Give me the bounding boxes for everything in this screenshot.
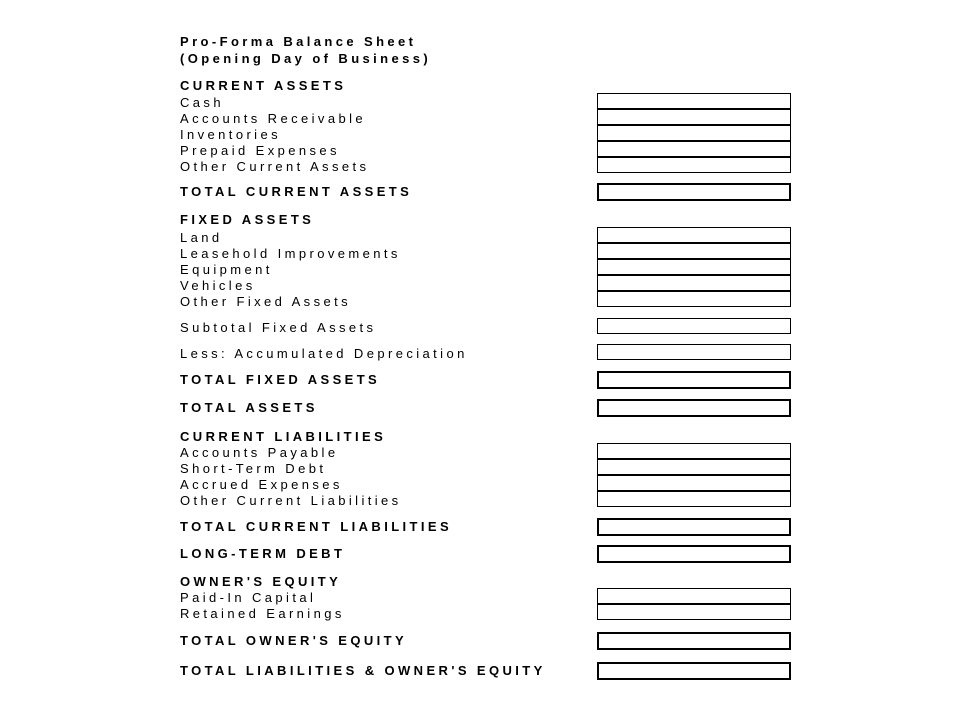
total-assets-box[interactable] <box>597 399 791 417</box>
subtotal-fixed-assets-input-box[interactable] <box>597 318 791 334</box>
accounts-receivable-label: Accounts Receivable <box>180 111 366 126</box>
equipment-input-box[interactable] <box>597 259 791 275</box>
accounts-receivable-input-box[interactable] <box>597 109 791 125</box>
total-current-assets-box[interactable] <box>597 183 791 201</box>
subtotal-fixed-assets-label: Subtotal Fixed Assets <box>180 320 377 335</box>
accumulated-depreciation-input-box[interactable] <box>597 344 791 360</box>
other-current-assets-label: Other Current Assets <box>180 159 370 174</box>
retained-earnings-label: Retained Earnings <box>180 606 345 621</box>
total-fixed-assets-label: TOTAL FIXED ASSETS <box>180 372 381 387</box>
total-owners-equity-label: TOTAL OWNER'S EQUITY <box>180 633 408 648</box>
land-label: Land <box>180 230 223 245</box>
leasehold-improvements-label: Leasehold Improvements <box>180 246 401 261</box>
total-current-liabilities-label: TOTAL CURRENT LIABILITIES <box>180 519 453 534</box>
total-fixed-assets-box[interactable] <box>597 371 791 389</box>
prepaid-expenses-input-box[interactable] <box>597 141 791 157</box>
inventories-label: Inventories <box>180 127 281 142</box>
vehicles-label: Vehicles <box>180 278 256 293</box>
other-current-liabilities-input-box[interactable] <box>597 491 791 507</box>
accounts-payable-label: Accounts Payable <box>180 445 339 460</box>
paid-in-capital-label: Paid-In Capital <box>180 590 317 605</box>
total-current-liabilities-box[interactable] <box>597 518 791 536</box>
accumulated-depreciation-label: Less: Accumulated Depreciation <box>180 346 468 361</box>
sheet-subtitle: (Opening Day of Business) <box>180 51 432 66</box>
current-liabilities-heading: CURRENT LIABILITIES <box>180 429 387 444</box>
inventories-input-box[interactable] <box>597 125 791 141</box>
equipment-label: Equipment <box>180 262 273 277</box>
accrued-expenses-label: Accrued Expenses <box>180 477 343 492</box>
owners-equity-heading: OWNER'S EQUITY <box>180 574 342 589</box>
other-fixed-assets-label: Other Fixed Assets <box>180 294 352 309</box>
other-current-assets-input-box[interactable] <box>597 157 791 173</box>
accrued-expenses-input-box[interactable] <box>597 475 791 491</box>
retained-earnings-input-box[interactable] <box>597 604 791 620</box>
other-current-liabilities-label: Other Current Liabilities <box>180 493 402 508</box>
total-assets-label: TOTAL ASSETS <box>180 400 318 415</box>
cash-input-box[interactable] <box>597 93 791 109</box>
short-term-debt-input-box[interactable] <box>597 459 791 475</box>
total-current-assets-label: TOTAL CURRENT ASSETS <box>180 184 413 199</box>
long-term-debt-box[interactable] <box>597 545 791 563</box>
land-input-box[interactable] <box>597 227 791 243</box>
leasehold-improvements-input-box[interactable] <box>597 243 791 259</box>
current-assets-heading: CURRENT ASSETS <box>180 78 347 93</box>
total-liabilities-equity-label: TOTAL LIABILITIES & OWNER'S EQUITY <box>180 663 546 678</box>
cash-label: Cash <box>180 95 224 110</box>
prepaid-expenses-label: Prepaid Expenses <box>180 143 340 158</box>
vehicles-input-box[interactable] <box>597 275 791 291</box>
short-term-debt-label: Short-Term Debt <box>180 461 327 476</box>
fixed-assets-heading: FIXED ASSETS <box>180 212 315 227</box>
paid-in-capital-input-box[interactable] <box>597 588 791 604</box>
other-fixed-assets-input-box[interactable] <box>597 291 791 307</box>
total-liabilities-equity-box[interactable] <box>597 662 791 680</box>
total-owners-equity-box[interactable] <box>597 632 791 650</box>
long-term-debt-label: LONG-TERM DEBT <box>180 546 346 561</box>
accounts-payable-input-box[interactable] <box>597 443 791 459</box>
sheet-title: Pro-Forma Balance Sheet <box>180 34 417 49</box>
